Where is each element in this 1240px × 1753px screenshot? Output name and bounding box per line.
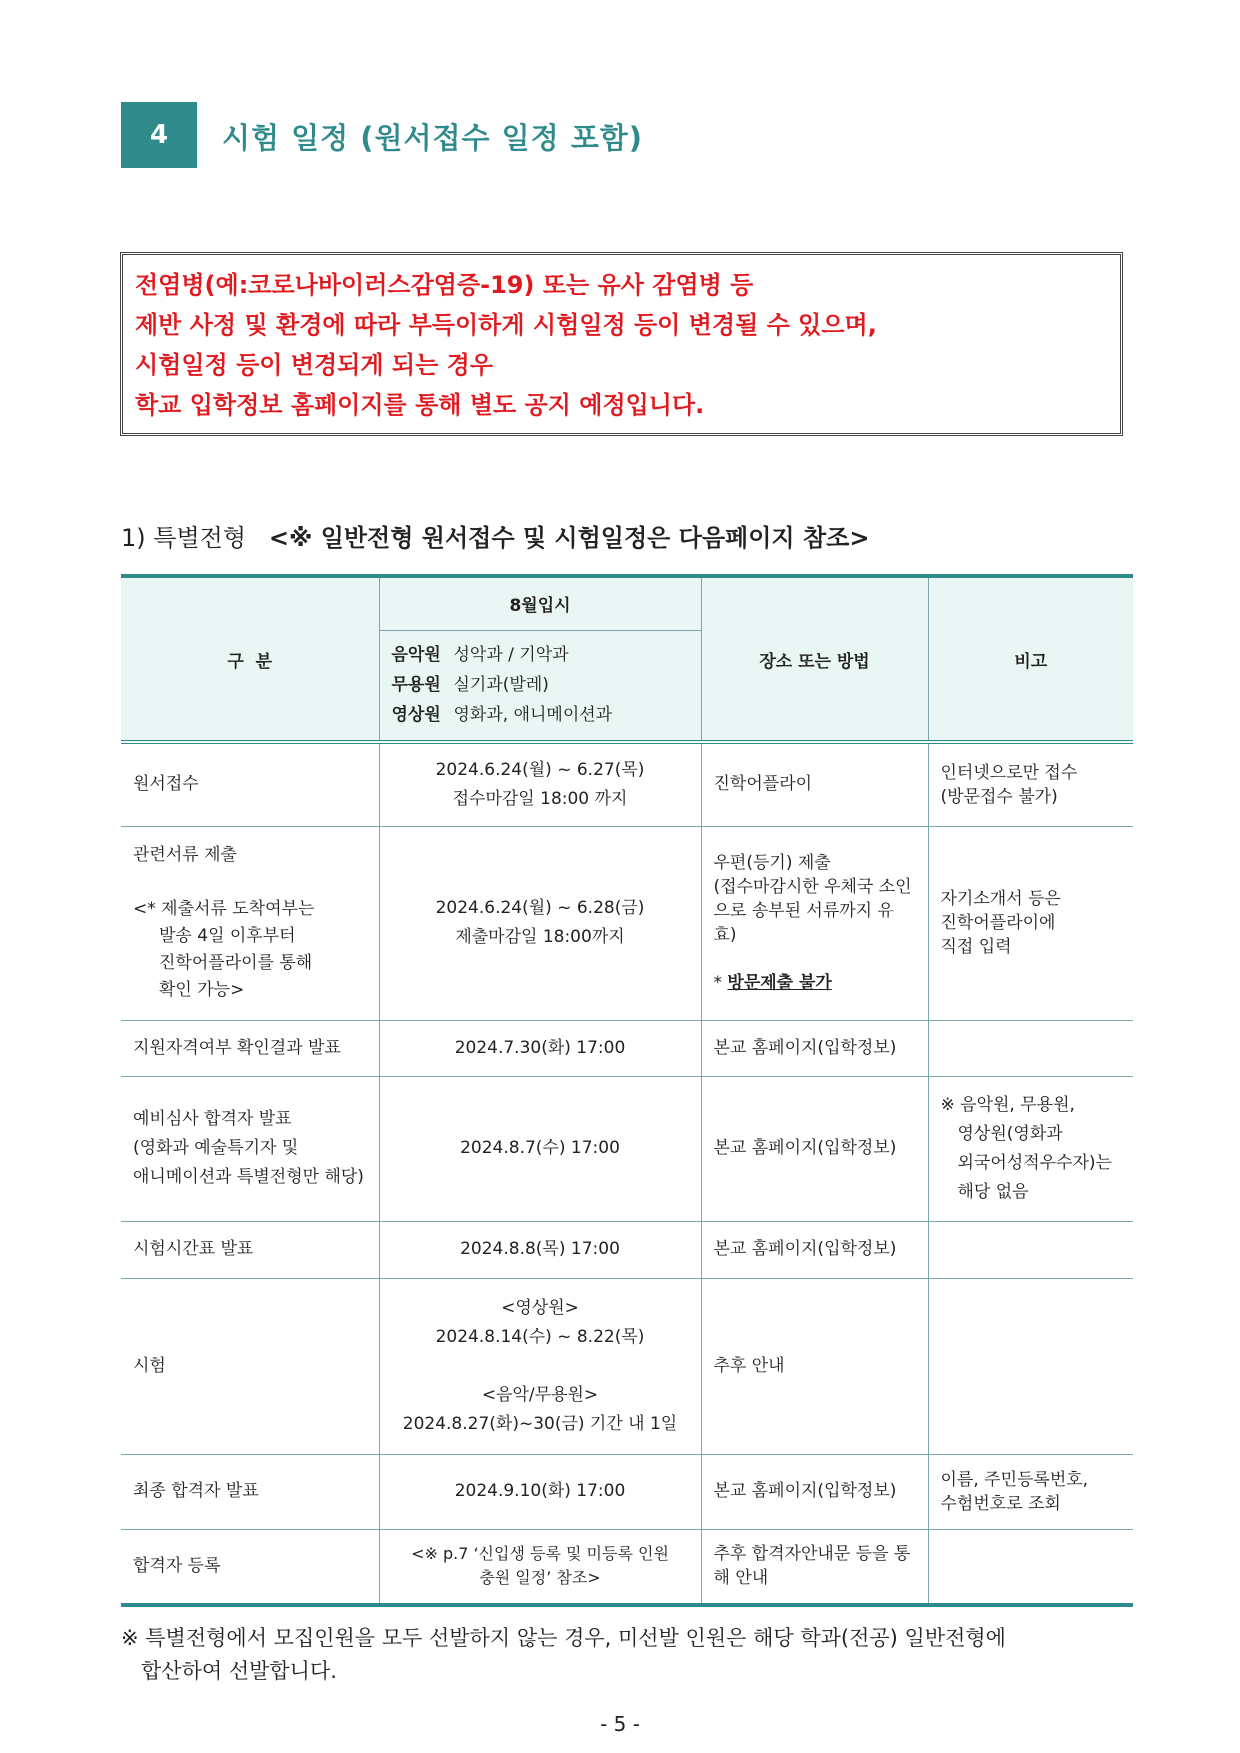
- row-note: [928, 1020, 1133, 1076]
- table-row: [121, 1076, 1133, 1221]
- row-item: 시험: [121, 1278, 379, 1454]
- row-note: [928, 1278, 1133, 1454]
- dept-name: 무용원: [391, 675, 441, 696]
- page-number: - 5 -: [600, 1712, 640, 1736]
- row-item: 시험시간표 발표: [121, 1221, 379, 1278]
- header-depts: [379, 630, 701, 742]
- notice-box: [120, 252, 1123, 436]
- row-place: 본교 홈페이지(입학정보): [701, 1221, 928, 1278]
- row-item: 예비심사 합격자 발표 (영화과 예술특기자 및 애니메이션과 특별전형만 해당): [121, 1076, 379, 1221]
- row-note: [928, 1529, 1133, 1605]
- header-note: 비고: [928, 576, 1133, 742]
- row-note: [928, 1221, 1133, 1278]
- row-item: 최종 합격자 발표: [121, 1454, 379, 1529]
- row-date: 2024.6.24(월) ~ 6.27(목) 접수마감일 18:00 까지: [379, 742, 701, 826]
- table-row: [121, 1278, 1133, 1454]
- row-date: 2024.8.8(목) 17:00: [379, 1221, 701, 1278]
- table-row: [121, 1221, 1133, 1278]
- table-row: [121, 1454, 1133, 1529]
- row-note: 인터넷으로만 접수 (방문접수 불가): [928, 742, 1133, 826]
- row-item: 지원자격여부 확인결과 발표: [121, 1020, 379, 1076]
- dept-majors: 실기과(발레): [453, 675, 549, 696]
- table-row: [121, 1020, 1133, 1076]
- subsection-title: [121, 518, 869, 553]
- row-date: <영상원> 2024.8.14(수) ~ 8.22(목) <음악/무용원> 2024.8.27(화)~30(금) 기간 내 1일: [379, 1278, 701, 1454]
- section-title: 시험 일정 (원서접수 일정 포함): [222, 121, 644, 155]
- row-date: 2024.7.30(화) 17:00: [379, 1020, 701, 1076]
- no-visit-warning: 방문제출 불가: [727, 973, 832, 993]
- table-row: [121, 1529, 1133, 1605]
- dept-majors: 영화과, 애니메이션과: [453, 705, 613, 726]
- section-number: 4: [121, 102, 197, 168]
- row-place: 본교 홈페이지(입학정보): [701, 1076, 928, 1221]
- header-place: 장소 또는 방법: [701, 576, 928, 742]
- row-place: 추후 합격자안내문 등을 통해 안내: [701, 1529, 928, 1605]
- row-place: 본교 홈페이지(입학정보): [701, 1020, 928, 1076]
- table-row: [121, 742, 1133, 826]
- subsection-ref: <※ 일반전형 원서접수 및 시험일정은 다음페이지 참조>: [268, 524, 870, 552]
- subsection-number: 1) 특별전형: [121, 524, 246, 552]
- header-august: 8월입시: [379, 576, 701, 630]
- notice-line: 시험일정 등이 변경되게 되는 경우: [135, 351, 493, 379]
- schedule-table: [121, 574, 1133, 1607]
- row-note: 이름, 주민등록번호, 수험번호로 조회: [928, 1454, 1133, 1529]
- dept-majors: 성악과 / 기악과: [453, 645, 569, 666]
- row-date: 2024.8.7(수) 17:00: [379, 1076, 701, 1221]
- row-item: 원서접수: [121, 742, 379, 826]
- row-place: 우편(등기) 제출 (접수마감시한 우체국 소인으로 송부된 서류까지 유효) * 방문제출 불가: [701, 826, 928, 1020]
- row-place: 진학어플라이: [701, 742, 928, 826]
- row-place: 추후 안내: [701, 1278, 928, 1454]
- row-place: 본교 홈페이지(입학정보): [701, 1454, 928, 1529]
- header-gubun: 구 분: [121, 576, 379, 742]
- row-note: 자기소개서 등은 진학어플라이에 직접 입력: [928, 826, 1133, 1020]
- notice-line: 전염병(예:코로나바이러스감염증-19) 또는 유사 감염병 등: [135, 271, 754, 299]
- row-note: ※ 음악원, 무용원, 영상원(영화과 외국어성적우수자)는 해당 없음: [928, 1076, 1133, 1221]
- notice-line: 학교 입학정보 홈페이지를 통해 별도 공지 예정입니다.: [135, 391, 705, 419]
- table-row: [121, 826, 1133, 1020]
- dept-name: 음악원: [391, 645, 441, 666]
- row-item: 관련서류 제출 <* 제출서류 도착여부는 발송 4일 이후부터 진학어플라이를 통해 확인 가능>: [121, 826, 379, 1020]
- row-date: 2024.9.10(화) 17:00: [379, 1454, 701, 1529]
- row-date: 2024.6.24(월) ~ 6.28(금) 제출마감일 18:00까지: [379, 826, 701, 1020]
- row-date: <※ p.7 ‘신입생 등록 및 미등록 인원 충원 일정’ 참조>: [379, 1529, 701, 1605]
- notice-line: 제반 사정 및 환경에 따라 부득이하게 시험일정 등이 변경될 수 있으며,: [135, 311, 877, 339]
- footnote: ※ 특별전형에서 모집인원을 모두 선발하지 않는 경우, 미선발 인원은 해당 학과(전공) 일반전형에 합산하여 선발합니다.: [121, 1626, 1006, 1683]
- row-item: 합격자 등록: [121, 1529, 379, 1605]
- dept-name: 영상원: [391, 705, 441, 726]
